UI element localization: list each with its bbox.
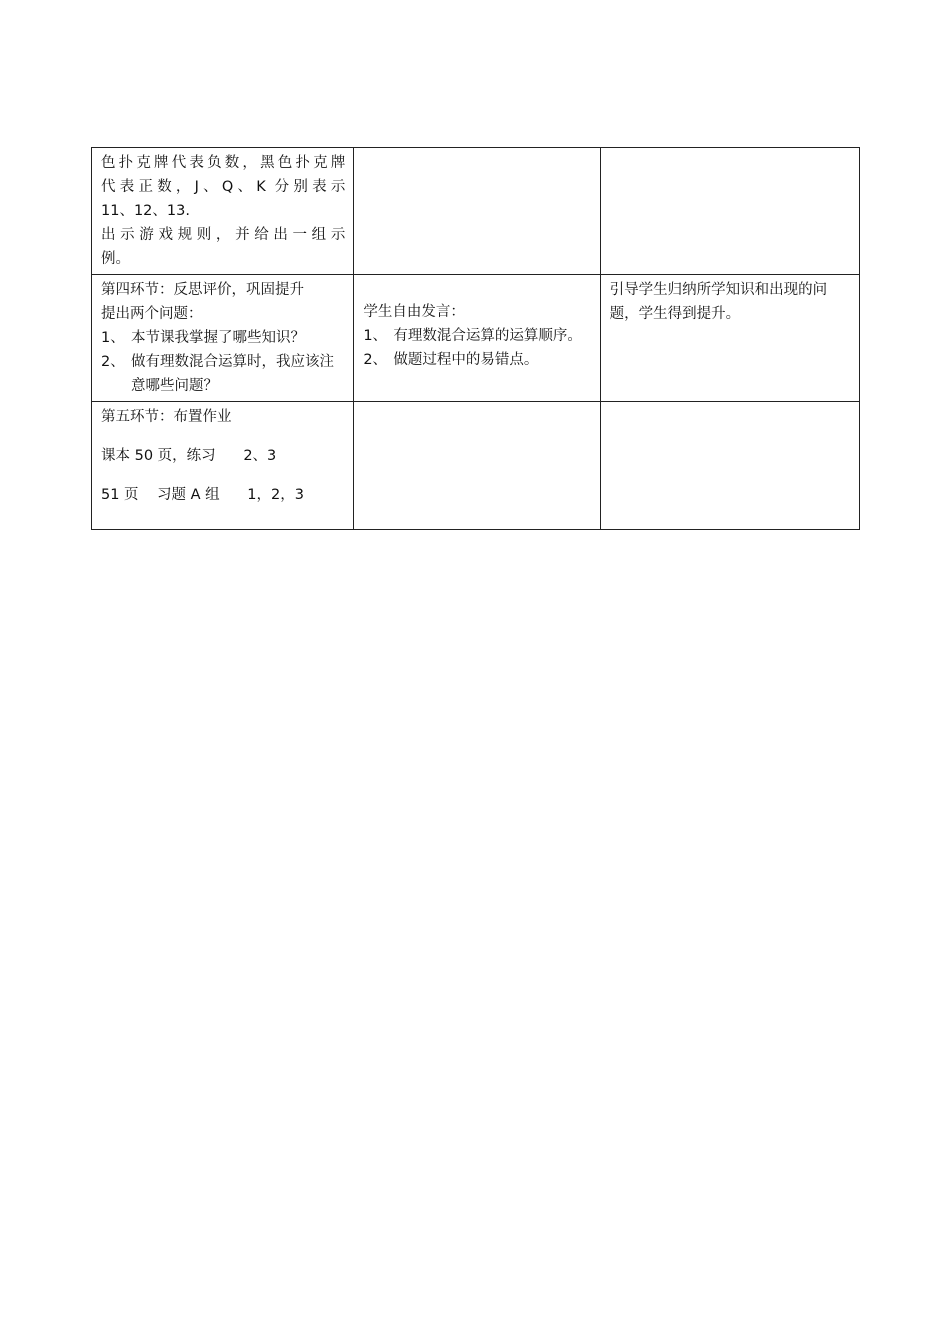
section-heading: 第四环节：反思评价，巩固提升 <box>101 282 304 298</box>
cell-student-activity <box>354 148 600 275</box>
list-item <box>363 324 591 348</box>
cell-intro: 提出两个问题： <box>101 306 203 322</box>
cell-text-line: 代表正数，J、Q、K 分别表示 <box>101 179 346 195</box>
cell-text-line: 11、12、13. <box>101 203 190 219</box>
cell-design-intent <box>600 148 859 275</box>
cell-design-intent <box>600 402 859 530</box>
cell-activity <box>92 402 354 530</box>
list-number: 2、 <box>363 352 388 368</box>
cell-student-activity <box>354 402 600 530</box>
table-row <box>92 275 860 402</box>
cell-activity <box>92 148 354 275</box>
list-number: 1、 <box>363 328 388 344</box>
cell-text: 引导学生归纳所学知识和出现的问题，学生得到提升。 <box>609 282 828 322</box>
table-row <box>92 148 860 275</box>
cell-text-line: 出示游戏规则，并给出一组示 <box>101 227 346 243</box>
cell-student-activity <box>354 275 600 402</box>
homework-line: 课本 50 页，练习 2、3 <box>101 448 277 464</box>
list-number: 2、 <box>101 354 125 370</box>
list-text: 做有理数混合运算时，我应该注意哪些问题？ <box>131 354 334 394</box>
table-row <box>92 402 860 530</box>
list-item <box>101 350 345 398</box>
list-text: 有理数混合运算的运算顺序。 <box>393 328 582 344</box>
section-heading: 第五环节：布置作业 <box>101 409 232 425</box>
list-text: 做题过程中的易错点。 <box>393 352 539 368</box>
cell-text-line: 例。 <box>101 251 130 267</box>
cell-text-line: 色扑克牌代表负数，黑色扑克牌 <box>101 155 346 171</box>
cell-activity <box>92 275 354 402</box>
homework-line: 51 页 习题 A 组 1，2，3 <box>101 487 304 503</box>
list-text: 本节课我掌握了哪些知识？ <box>131 330 305 346</box>
list-number: 1、 <box>101 330 125 346</box>
list-item <box>101 326 345 350</box>
cell-design-intent <box>600 275 859 402</box>
cell-intro: 学生自由发言： <box>363 304 465 320</box>
lesson-plan-table <box>91 147 860 530</box>
list-item <box>363 348 591 372</box>
